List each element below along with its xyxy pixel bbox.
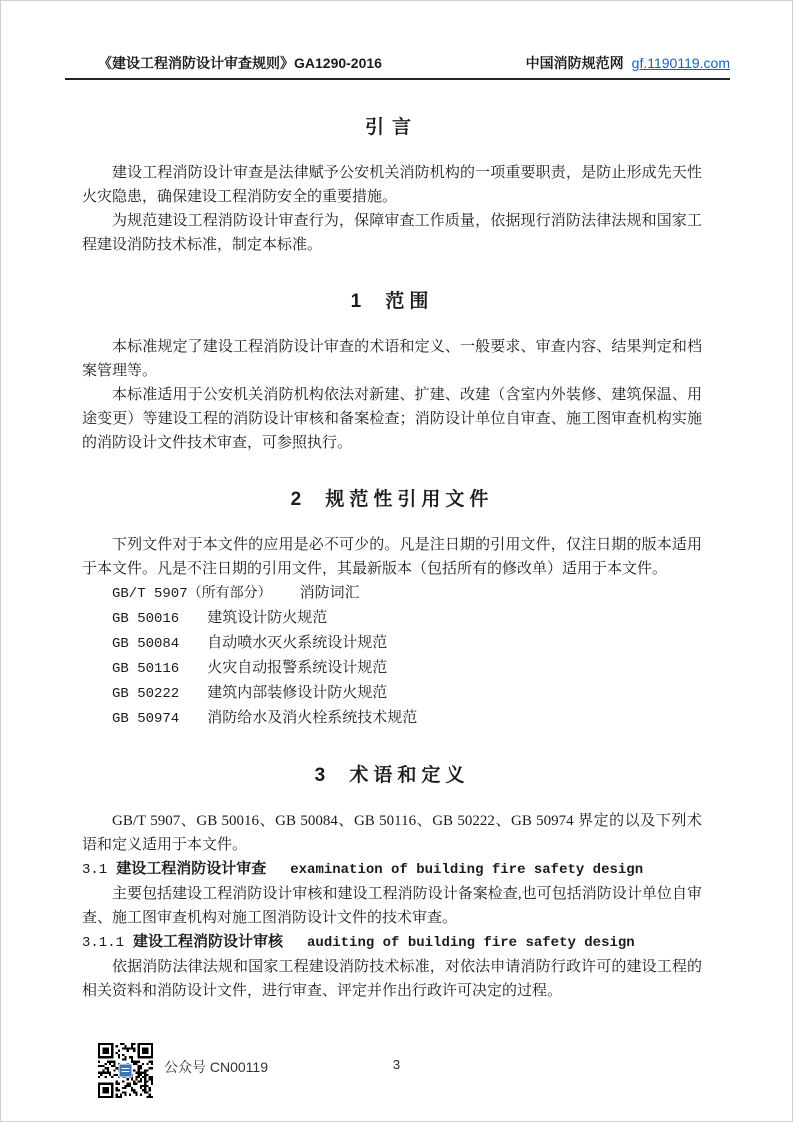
standard-title: 消防词汇 (299, 585, 360, 601)
standard-code: GB 50116 (112, 661, 180, 677)
term-name-zh: 建设工程消防设计审查 (116, 861, 267, 877)
standard-title: 建筑内部装修设计防火规范 (207, 685, 388, 701)
page-number: 3 (392, 1057, 401, 1072)
standard-title: 消防给水及消火栓系统技术规范 (207, 710, 418, 726)
standard-code: GB 50222 (112, 686, 180, 702)
standard-code: GB 50016 (112, 611, 180, 627)
standard-list-item (82, 581, 702, 606)
section-3-heading: 3 术语和定义 (314, 765, 470, 786)
section-2-heading: 2 规范性引用文件 (290, 489, 494, 510)
term-number: 3.1 (82, 862, 108, 878)
standard-code: GB 50084 (112, 636, 180, 652)
site-name: 中国消防规范网 (525, 55, 624, 71)
standard-code: GB/T 5907（所有部分） (112, 586, 272, 602)
referenced-standards-list (82, 581, 702, 731)
standard-list-item (82, 681, 702, 706)
normative-paragraph-1: 下列文件对于本文件的应用是必不可少的。凡是注日期的引用文件，仅注日期的版本适用于本文件。凡是不注日期的引用文件，其最新版本（包括所有的修改单）适用于本文件。 (82, 537, 702, 577)
header-site-info (526, 53, 730, 73)
standard-list-item (82, 631, 702, 656)
scope-paragraph-2: 本标准适用于公安机关消防机构依法对新建、扩建、改建（含室内外装修、建筑保温、用途变更）等建设工程的消防设计审核和备案检查；消防设计单位自审查、施工图审查机构实施的消防设计文件技术审查，可参照执行。 (82, 387, 702, 451)
term-name-en: auditing of building fire safety design (307, 935, 635, 951)
standard-title: 建筑设计防火规范 (207, 610, 328, 626)
term-3-1-heading (82, 857, 702, 882)
intro-heading: 引言 (364, 117, 419, 138)
document-standard-title: 《建设工程消防设计审查规则》GA1290-2016 (98, 55, 382, 71)
section-1-heading: 1 范围 (350, 291, 434, 312)
term-3-1-1-heading (82, 930, 702, 955)
terms-paragraph-1: GB/T 5907、GB 50016、GB 50084、GB 50116、GB 50222、GB 50974 界定的以及下列术语和定义适用于本文件。 (82, 813, 702, 853)
term-3-1-definition: 主要包括建设工程消防设计审核和建设工程消防设计备案检查,也可包括消防设计单位自审查、施工图审查机构对施工图消防设计文件的技术审查。 (82, 886, 702, 926)
standard-code: GB 50974 (112, 711, 180, 727)
term-number: 3.1.1 (82, 935, 125, 951)
intro-paragraph-2: 为规范建设工程消防设计审查行为，保障审查工作质量，依据现行消防法律法规和国家工程建设消防技术标准，制定本标准。 (82, 213, 702, 253)
standard-title: 火灾自动报警系统设计规范 (207, 660, 388, 676)
scope-paragraph-1: 本标准规定了建设工程消防设计审查的术语和定义、一般要求、审查内容、结果判定和档案管理等。 (82, 339, 702, 379)
term-name-en: examination of building fire safety design (290, 862, 644, 878)
term-3-1-1-definition: 依据消防法律法规和国家工程建设消防技术标准，对依法申请消防行政许可的建设工程的相关资料和消防设计文件，进行审查、评定并作出行政许可决定的过程。 (82, 959, 702, 999)
standard-list-item (82, 706, 702, 731)
page-header (65, 53, 730, 80)
standard-list-item (82, 606, 702, 631)
wechat-account-label: 公众号 CN00119 (164, 1059, 269, 1075)
term-name-zh: 建设工程消防设计审核 (133, 934, 284, 950)
standard-title: 自动喷水灭火系统设计规范 (207, 635, 388, 651)
intro-paragraph-1: 建设工程消防设计审查是法律赋予公安机关消防机构的一项重要职责，是防止形成先天性火灾隐患，确保建设工程消防安全的重要措施。 (82, 165, 702, 205)
standard-list-item (82, 656, 702, 681)
document-content (82, 79, 702, 1003)
site-link[interactable]: gf.1190119.com (631, 55, 730, 71)
